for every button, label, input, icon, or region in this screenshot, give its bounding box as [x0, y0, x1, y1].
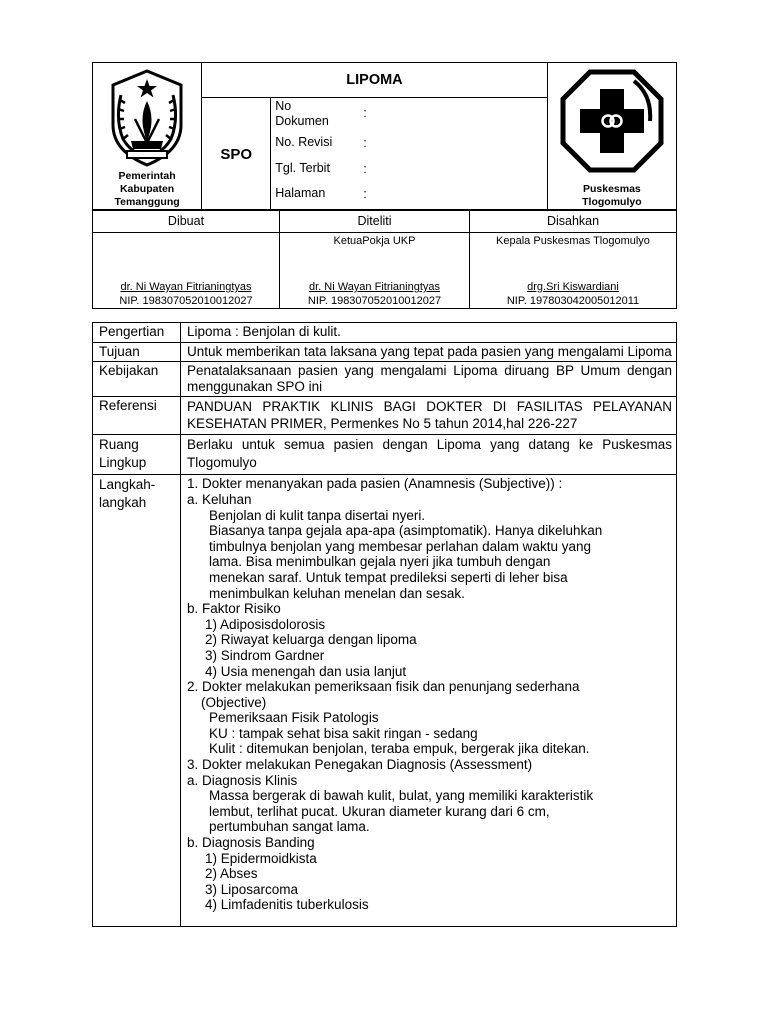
puskesmas-caption-line-1: Puskesmas: [582, 183, 641, 195]
step-line: Benjolan di kulit tanpa disertai nyeri.: [209, 507, 426, 523]
sig-role-diteliti: KetuaPokja UKP: [333, 235, 416, 247]
text-tujuan: Untuk memberikan tata laksana yang tepat pada pasien yang mengalami Lipoma: [181, 342, 677, 362]
puskesmas-logo-icon: [560, 69, 664, 173]
text-referensi: PANDUAN PRAKTIK KLINIS BAGI DOKTER DI FASILITAS PELAYANAN KESEHATAN PRIMER, Permenkes No 5 tahun 2014,hal 226-227: [181, 397, 677, 435]
label-langkah-1: Langkah-: [99, 477, 156, 493]
gov-caption-line-2: Kabupaten: [119, 183, 175, 195]
sig-nip-dibuat: NIP. 198307052010012027: [119, 295, 253, 307]
meta-no-dokumen-label-1: No: [275, 99, 292, 113]
puskesmas-logo-cell: [547, 63, 676, 211]
step-line: menekan saraf. Untuk tempat predileksi seperti di leher bisa: [209, 569, 568, 585]
step-line: 1. Dokter menanyakan pada pasien (Anamnesis (Subjective)) :: [187, 476, 563, 492]
puskesmas-caption-line-2: Tlogomulyo: [582, 196, 642, 208]
step-line: Kulit : ditemukan benjolan, teraba empuk, bergerak jika ditekan.: [209, 741, 590, 757]
step-line: lama. Bisa menimbulkan gejala nyeri jika tumbuh dengan: [209, 554, 551, 570]
sig-nip-disahkan: NIP. 197803042005012011: [506, 295, 640, 307]
row-pengertian: [93, 323, 677, 343]
sig-role-disahkan: Kepala Puskesmas Tlogomulyo: [496, 235, 650, 247]
step-line: 1) Epidermoidkista: [205, 850, 317, 866]
step-line: (Objective): [201, 694, 267, 710]
sig-name-disahkan: drg.Sri Kiswardiani: [527, 281, 619, 293]
sig-name-dibuat: dr. Ni Wayan Fitrianingtyas: [120, 281, 252, 293]
label-ruang-lingkup: [93, 435, 181, 475]
label-langkah-2: langkah: [99, 495, 147, 511]
label-langkah-langkah: [93, 475, 181, 927]
step-line: 3) Liposarcoma: [205, 881, 299, 897]
label-referensi: Referensi: [93, 397, 181, 435]
step-line: b. Faktor Risiko: [187, 601, 281, 617]
step-line: lembut, terlihat pucat. Ukuran diameter kurang dari 6 cm,: [209, 803, 550, 819]
spo-label: SPO: [202, 98, 271, 211]
step-line: Pemeriksaan Fisik Patologis: [209, 710, 379, 726]
meta-no-revisi-colon: :: [363, 136, 367, 150]
step-line: 3. Dokter melakukan Penegakan Diagnosis (Assessment): [187, 757, 533, 773]
step-line: 4) Limfadenitis tuberkulosis: [205, 897, 369, 913]
sig-header-diteliti: Diteliti: [280, 210, 470, 233]
row-referensi: [93, 397, 677, 435]
document-title: LIPOMA: [202, 63, 548, 98]
step-line: menimbulkan keluhan menelan dan sesak.: [209, 585, 465, 601]
sig-cell-diteliti: [280, 233, 470, 309]
step-line: 3) Sindrom Gardner: [205, 647, 325, 663]
meta-no-dokumen-colon: :: [363, 106, 367, 120]
government-logo-cell: [93, 63, 202, 211]
step-line: pertumbuhan sangat lama.: [209, 819, 370, 835]
document-meta: [271, 98, 547, 211]
meta-no-dokumen-label-2: Dokumen: [275, 114, 329, 128]
signature-table: [92, 209, 677, 309]
sig-header-dibuat: Dibuat: [93, 210, 280, 233]
meta-halaman-colon: :: [363, 187, 367, 201]
row-kebijakan: [93, 362, 677, 397]
sig-nip-diteliti: NIP. 198307052010012027: [307, 295, 442, 307]
meta-halaman-label: Halaman: [275, 186, 326, 200]
label-kebijakan: Kebijakan: [93, 362, 181, 397]
step-line: 1) Adiposisdolorosis: [205, 616, 326, 632]
label-tujuan: Tujuan: [93, 342, 181, 362]
step-line: 2) Riwayat keluarga dengan lipoma: [205, 632, 417, 648]
sig-cell-disahkan: [470, 233, 677, 309]
gov-caption-line-3: Temanggung: [114, 196, 180, 208]
label-pengertian: Pengertian: [93, 323, 181, 343]
meta-no-revisi-label: No. Revisi: [275, 135, 333, 149]
langkah-steps: [181, 475, 677, 927]
meta-tgl-terbit-label: Tgl. Terbit: [275, 161, 330, 175]
step-line: 2. Dokter melakukan pemeriksaan fisik dan penunjang sederhana: [187, 679, 580, 695]
text-kebijakan: Penatalaksanaan pasien yang mengalami Lipoma diruang BP Umum dengan menggunakan SPO ini: [181, 362, 677, 397]
step-line: Massa bergerak di bawah kulit, bulat, yang memiliki karakteristik: [209, 788, 594, 804]
step-line: Biasanya tanpa gejala apa-apa (asimptomatik). Hanya dikeluhkan: [209, 523, 603, 539]
step-line: b. Diagnosis Banding: [187, 835, 315, 851]
sig-header-disahkan: Disahkan: [470, 210, 677, 233]
step-line: 4) Usia menengah dan usia lanjut: [205, 663, 407, 679]
label-lingkup: Lingkup: [99, 455, 147, 471]
sig-name-diteliti: dr. Ni Wayan Fitrianingtyas: [308, 281, 441, 293]
row-ruang-lingkup: [93, 435, 677, 475]
step-line: a. Diagnosis Klinis: [187, 772, 298, 788]
row-tujuan: [93, 342, 677, 362]
label-ruang: Ruang: [99, 437, 139, 453]
sig-cell-dibuat: [93, 233, 280, 309]
text-pengertian: Lipoma : Benjolan di kulit.: [181, 323, 677, 343]
step-line: KU : tampak sehat bisa sakit ringan - sedang: [209, 725, 478, 741]
step-line: a. Keluhan: [187, 491, 252, 507]
document-header: [92, 62, 677, 211]
temanggung-emblem-icon: [107, 69, 187, 169]
row-langkah: [93, 475, 677, 927]
gov-caption-line-1: Pemerintah: [118, 170, 176, 182]
meta-tgl-terbit-colon: :: [363, 162, 367, 176]
spo-body-table: [92, 322, 677, 927]
step-line: 2) Abses: [205, 866, 258, 882]
text-ruang-lingkup: Berlaku untuk semua pasien dengan Lipoma yang datang ke Puskesmas Tlogomulyo: [181, 435, 677, 475]
step-line: timbulnya benjolan yang membesar perlahan dalam waktu yang: [209, 538, 591, 554]
